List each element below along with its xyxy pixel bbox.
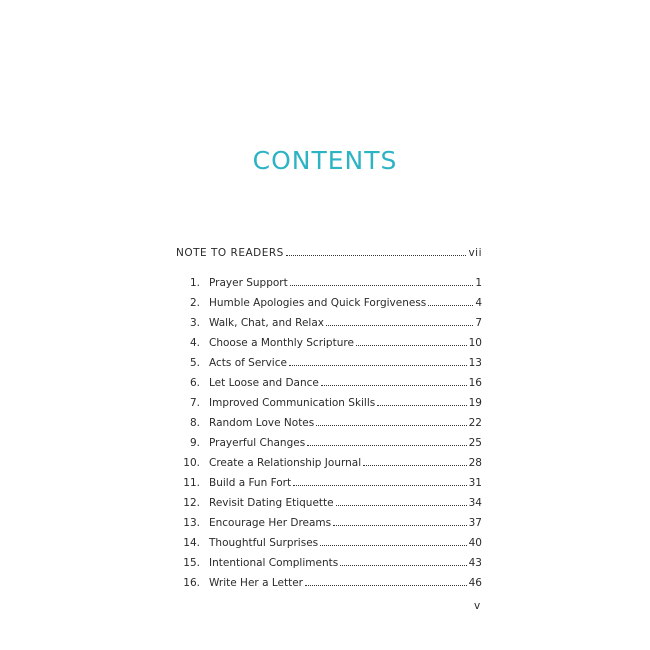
- toc-entry-number: 10.: [183, 457, 200, 469]
- toc-entry-number: 5.: [189, 357, 200, 369]
- table-of-contents: [176, 243, 482, 593]
- dot-leader: [320, 544, 466, 546]
- toc-entry-page: 40: [468, 537, 482, 549]
- toc-entry-title: Prayer Support: [209, 277, 288, 289]
- dot-leader: [307, 444, 466, 446]
- toc-entry: [176, 373, 482, 393]
- toc-entry-title: Encourage Her Dreams: [209, 517, 332, 529]
- toc-entry: [176, 393, 482, 413]
- toc-entry-number: 6.: [189, 377, 200, 389]
- toc-entry-title: Intentional Compliments: [209, 557, 339, 569]
- toc-entry-page: 13: [468, 357, 482, 369]
- toc-note-page: vii: [468, 247, 482, 259]
- page-number: v: [474, 600, 481, 612]
- toc-entry: [176, 293, 482, 313]
- toc-entry-title: Choose a Monthly Scripture: [209, 337, 354, 349]
- contents-title: CONTENTS: [252, 146, 398, 175]
- toc-entry: [176, 493, 482, 513]
- toc-entry-title: Walk, Chat, and Relax: [209, 317, 324, 329]
- toc-entry: [176, 473, 482, 493]
- dot-leader: [356, 344, 467, 346]
- toc-entry-number: 15.: [183, 557, 200, 569]
- toc-entry: [176, 533, 482, 553]
- toc-entry-title: Humble Apologies and Quick Forgiveness: [209, 297, 427, 309]
- toc-entry-page: 7: [475, 317, 482, 329]
- toc-entry-page: 28: [468, 457, 482, 469]
- toc-entry-title: Random Love Notes: [209, 417, 315, 429]
- toc-entry-title: Improved Communication Skills: [209, 397, 376, 409]
- toc-entry-number: 11.: [183, 477, 200, 489]
- toc-entry-page: 22: [468, 417, 482, 429]
- dot-leader: [336, 504, 467, 506]
- dot-leader: [316, 424, 466, 426]
- toc-entry-page: 10: [468, 337, 482, 349]
- dot-leader: [305, 584, 467, 586]
- dot-leader: [290, 284, 474, 286]
- toc-entry-page: 43: [468, 557, 482, 569]
- toc-entry-page: 46: [468, 577, 482, 589]
- dot-leader: [363, 464, 467, 466]
- toc-entry-page: 4: [475, 297, 482, 309]
- toc-entry-page: 1: [475, 277, 482, 289]
- toc-entry: [176, 333, 482, 353]
- dot-leader: [428, 304, 473, 306]
- toc-entry: [176, 273, 482, 293]
- dot-leader: [293, 484, 467, 486]
- dot-leader: [289, 364, 467, 366]
- toc-entries: [176, 273, 482, 593]
- toc-entry: [176, 453, 482, 473]
- toc-entry: [176, 313, 482, 333]
- dot-leader: [321, 384, 467, 386]
- toc-entry-number: 7.: [189, 397, 200, 409]
- dot-leader: [286, 254, 467, 256]
- toc-entry-title: Write Her a Letter: [209, 577, 303, 589]
- toc-entry-page: 19: [468, 397, 482, 409]
- dot-leader: [326, 324, 473, 326]
- dot-leader: [333, 524, 466, 526]
- toc-entry-number: 12.: [183, 497, 200, 509]
- toc-entry-number: 14.: [183, 537, 200, 549]
- toc-entry-title: Revisit Dating Etiquette: [209, 497, 334, 509]
- toc-entry-page: 31: [468, 477, 482, 489]
- toc-entry: [176, 513, 482, 533]
- toc-entry-title: Let Loose and Dance: [209, 377, 319, 389]
- toc-entry-number: 2.: [189, 297, 200, 309]
- toc-note-label: NOTE TO READERS: [176, 247, 284, 259]
- toc-entry-number: 4.: [189, 337, 200, 349]
- toc-entry-title: Prayerful Changes: [209, 437, 306, 449]
- toc-entry-page: 16: [468, 377, 482, 389]
- toc-entry-number: 16.: [183, 577, 200, 589]
- toc-entry-title: Build a Fun Fort: [209, 477, 292, 489]
- toc-entry: [176, 353, 482, 373]
- toc-entry: [176, 553, 482, 573]
- toc-entry-number: 8.: [189, 417, 200, 429]
- toc-entry: [176, 433, 482, 453]
- toc-entry-page: 37: [468, 517, 482, 529]
- dot-leader: [340, 564, 466, 566]
- toc-entry-number: 3.: [189, 317, 200, 329]
- toc-entry-title: Acts of Service: [209, 357, 287, 369]
- toc-entry-page: 25: [468, 437, 482, 449]
- toc-entry-number: 1.: [189, 277, 200, 289]
- toc-entry-title: Thoughtful Surprises: [209, 537, 319, 549]
- toc-entry-page: 34: [468, 497, 482, 509]
- toc-entry-number: 13.: [183, 517, 200, 529]
- dot-leader: [377, 404, 466, 406]
- toc-entry: [176, 573, 482, 593]
- toc-entry: [176, 413, 482, 433]
- toc-entry-number: 9.: [189, 437, 200, 449]
- toc-entry-title: Create a Relationship Journal: [209, 457, 362, 469]
- toc-note-row: [176, 243, 482, 263]
